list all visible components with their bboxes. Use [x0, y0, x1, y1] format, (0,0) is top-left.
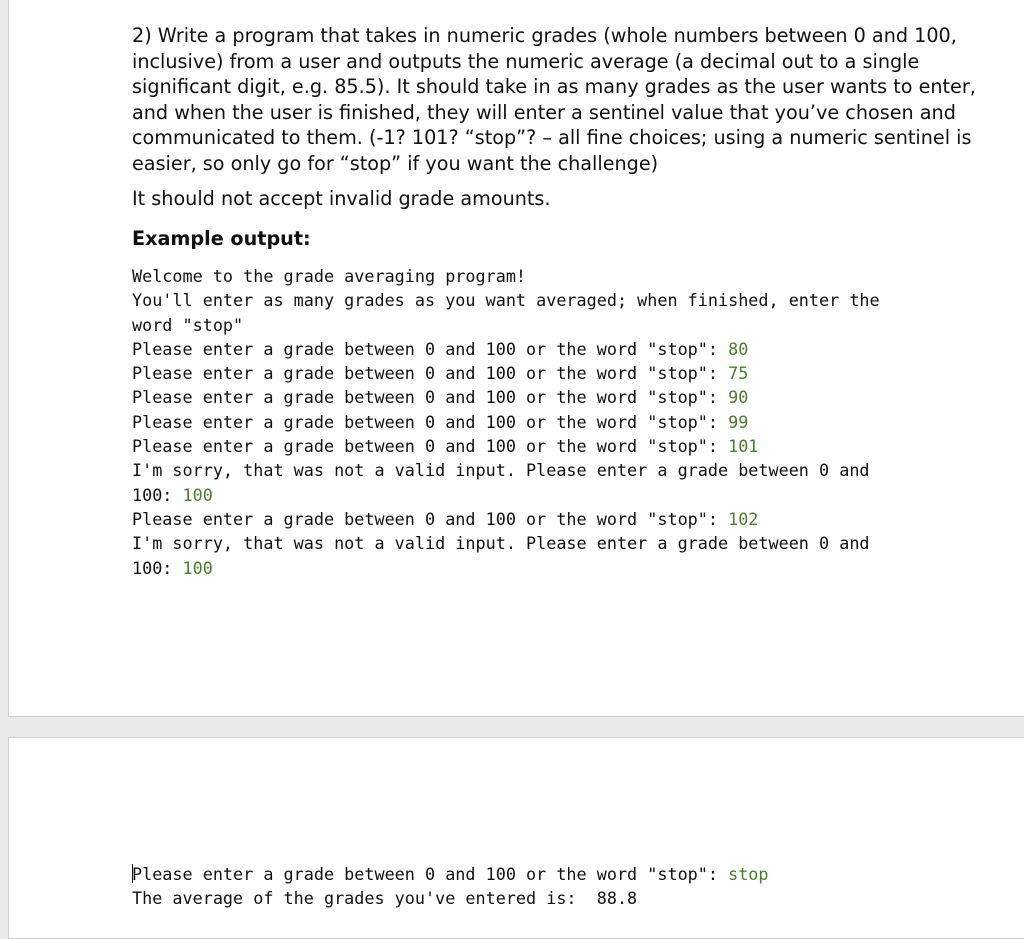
- invalid-grade-note: It should not accept invalid grade amounts.: [132, 187, 551, 210]
- example-output-code-block: [132, 264, 985, 580]
- code-line: [132, 264, 985, 288]
- program-output-text: Please enter a grade between 0 and 100 or the word "stop":: [132, 387, 729, 408]
- program-output-text: You'll enter as many grades as you want averaged; when finished, enter the: [132, 290, 880, 311]
- example-output-code-block-continued: [132, 862, 985, 911]
- program-output-text: Please enter a grade between 0 and 100 or the word "stop":: [132, 411, 729, 432]
- code-line: [132, 507, 985, 531]
- program-output-text: Please enter a grade between 0 and 100 or the word "stop":: [132, 864, 729, 884]
- example-output-heading: Example output:: [132, 227, 311, 250]
- program-output-text: 100:: [132, 484, 183, 505]
- code-line: [132, 434, 985, 458]
- program-output-text: Welcome to the grade averaging program!: [132, 266, 527, 286]
- code-line: [132, 862, 985, 886]
- code-line: [132, 410, 985, 434]
- code-line: [132, 337, 985, 361]
- program-output-text: The average of the grades you've entered is: 88.8: [132, 888, 638, 909]
- code-line: [132, 483, 985, 507]
- program-output-text: Please enter a grade between 0 and 100 or the word "stop":: [132, 508, 729, 529]
- code-line: [132, 361, 985, 385]
- user-input-value: 101: [728, 436, 759, 457]
- code-line: [132, 458, 985, 482]
- code-line: [132, 886, 985, 910]
- code-line: [132, 531, 985, 555]
- program-output-text: word "stop": [132, 314, 244, 335]
- code-line: [132, 288, 985, 312]
- document-page-2: [8, 737, 1024, 939]
- user-input-value: stop: [728, 864, 769, 884]
- program-output-text: Please enter a grade between 0 and 100 or the word "stop":: [132, 363, 729, 384]
- code-line: [132, 385, 985, 409]
- user-input-value: 80: [728, 338, 749, 359]
- document-page-1: [8, 0, 1024, 717]
- question-paragraph: 2) Write a program that takes in numeric grades (whole numbers between 0 and 100, inclusive) from a user and outputs the numeric average (a decimal out to a single significant digit, e.g. 85.5). It should take in as many grades as the user wants to enter, and when the user is finished, they will enter a sentinel value that you’ve chosen and communicated to them. (-1? 101? “stop”? – all fine choices; using a numeric sentinel is easier, so only go for “stop” if you want the challenge): [132, 24, 976, 175]
- user-input-value: 99: [728, 411, 749, 432]
- user-input-value: 102: [728, 508, 759, 529]
- program-output-text: Please enter a grade between 0 and 100 or the word "stop":: [132, 338, 729, 359]
- program-output-text: Please enter a grade between 0 and 100 or the word "stop":: [132, 436, 729, 457]
- program-output-text: I'm sorry, that was not a valid input. Please enter a grade between 0 and: [132, 533, 870, 554]
- program-output-text: I'm sorry, that was not a valid input. Please enter a grade between 0 and: [132, 460, 870, 481]
- program-output-text: 100:: [132, 557, 183, 578]
- user-input-value: 90: [728, 387, 749, 408]
- user-input-value: 75: [728, 363, 749, 384]
- user-input-value: 100: [182, 484, 213, 505]
- code-line: [132, 313, 985, 337]
- user-input-value: 100: [182, 557, 213, 578]
- code-line: [132, 556, 985, 580]
